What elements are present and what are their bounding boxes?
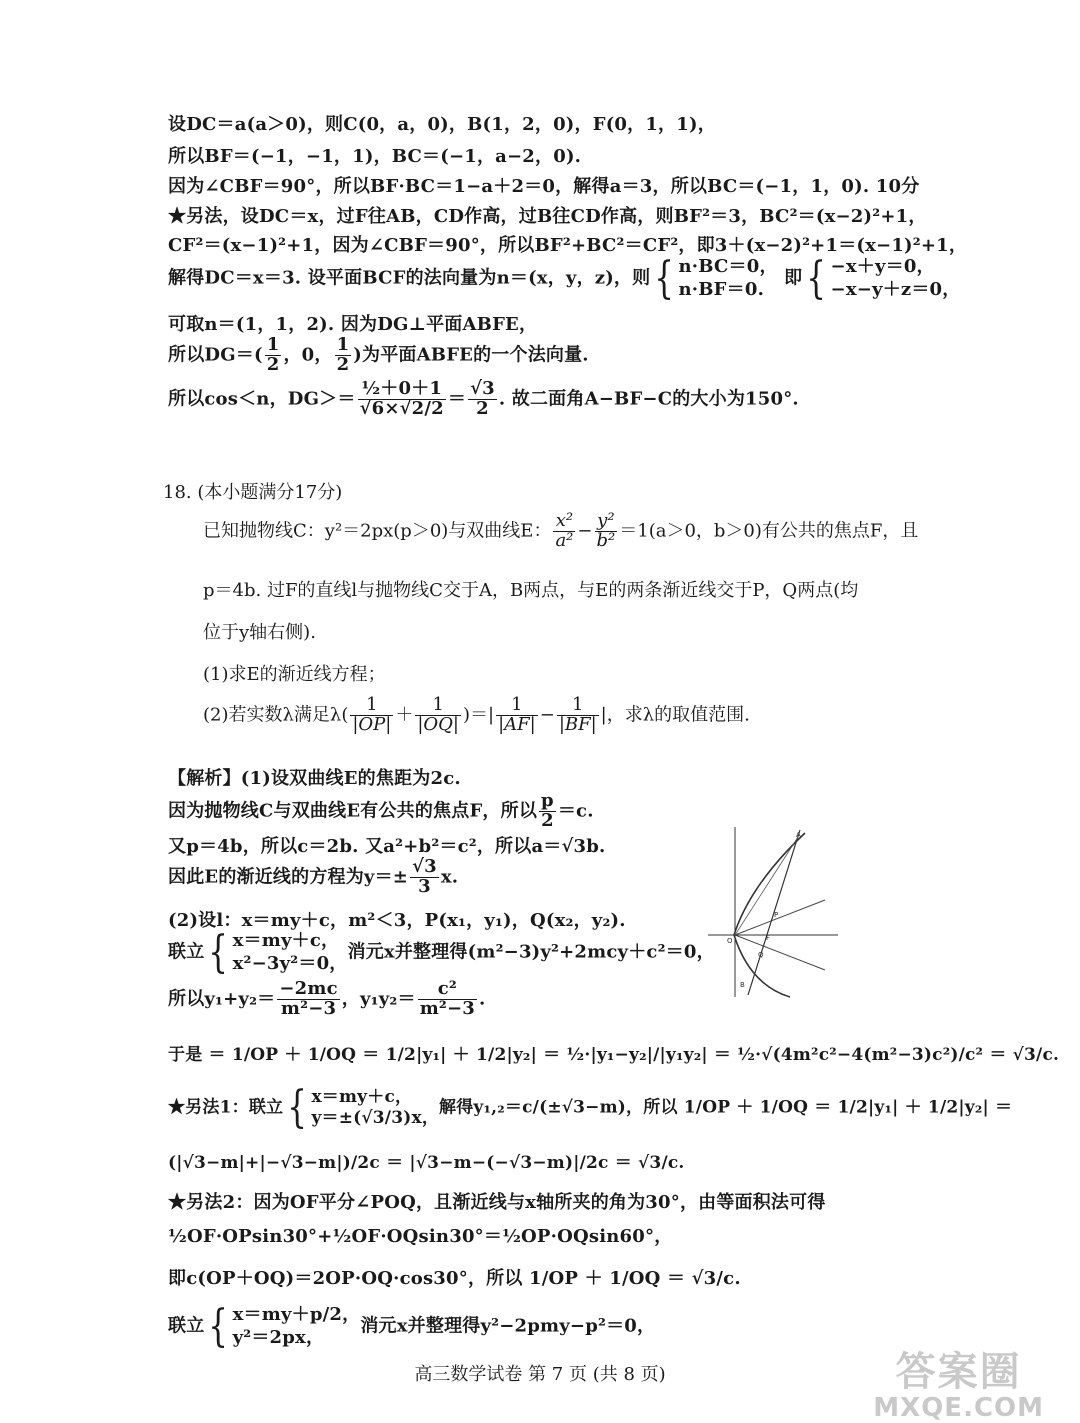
sol18-alt2-line-2: ½OF·OPsin30°+½OF·OQsin30°＝½OP·OQsin60°， (168, 1226, 673, 1247)
problem18-header: 18. (本小题满分17分) (163, 482, 343, 503)
system-eq-1: x＝my＋c， (232, 930, 340, 951)
numerator: 1 (496, 696, 538, 716)
asymptote-upper (735, 900, 825, 935)
text: 所以cos＜n，DG＞＝ (168, 388, 356, 410)
denominator: m²−3 (280, 997, 337, 1019)
sol18-line-8 (168, 1040, 1059, 1065)
system-eq-1: x＝my＋p/2， (232, 1304, 361, 1325)
sol17-ji: 即 (784, 267, 803, 289)
fraction (557, 696, 599, 735)
problem18-para-3: 位于y轴右侧). (203, 622, 316, 643)
parabola-curve (734, 833, 805, 997)
text: ＝1(a＞0，b＞0)有公共的焦点F，且 (619, 520, 919, 542)
text: 于是 (168, 1045, 203, 1065)
problem18-para-2: p＝4b. 过F的直线l与抛物线C交于A，B两点，与E的两条渐近线交于P，Q两点(均 (203, 580, 859, 601)
fraction (496, 696, 538, 735)
sol18-alt2-line-3: 即c(OP＋OQ)＝2OP·OQ·cos30°，所以 1/OP ＋ 1/OQ ＝ √3/c. (168, 1268, 741, 1289)
fraction (350, 696, 393, 735)
denominator: m²−3 (419, 997, 476, 1019)
fraction (265, 336, 282, 375)
sol18-line-6 (168, 926, 715, 978)
brace-symbol: { (806, 252, 827, 304)
text: |，求λ的取值范围. (600, 704, 750, 726)
numerator: √3 (470, 378, 495, 399)
sol17-alt-line-2: CF²＝(x−1)²+1，因为∠CBF＝90°，所以BF²+BC²＝CF²，即3＋(x−2)²+1＝(x−1)²+1， (168, 235, 968, 256)
numerator: c² (418, 980, 477, 1000)
denominator: 2 (336, 353, 350, 375)
text: )为平面ABFE的一个法向量. (353, 344, 589, 366)
text: 解得y₁,₂＝c/(±√3−m)，所以 1/OP ＋ 1/OQ ＝ 1/2|y₁| ＋ 1/2|y₂| ＝ (439, 1097, 1013, 1118)
watermark-line-1: 答案圈 (895, 1349, 1022, 1395)
fraction (358, 380, 446, 419)
equation-system (233, 1304, 361, 1349)
text: )＝| (463, 704, 495, 726)
text: ＝ 1/OP ＋ 1/OQ ＝ 1/2|y₁| ＋ 1/2|y₂| ＝ ½·|y₁−y₂|/|y₁y₂| ＝ ½·√(4m²c²−4(m²−3)c²)/c² ＝ √3/c. (208, 1045, 1060, 1065)
numerator: y² (595, 512, 618, 532)
fraction (418, 980, 477, 1019)
sol18-alt1-line-1 (168, 1082, 1013, 1133)
sol18-line-7 (168, 980, 486, 1019)
fraction (553, 512, 575, 551)
system-eq-2: n·BF＝0. (678, 278, 765, 300)
numerator: 1 (266, 334, 280, 355)
sol18-line-14 (168, 1300, 656, 1352)
system-eq-1: x＝my＋c， (311, 1086, 413, 1107)
numerator: x² (553, 512, 575, 532)
text: . 故二面角A−BF−C的大小为150°. (498, 388, 799, 410)
text: 联立 (168, 1315, 205, 1337)
equation-system (233, 930, 348, 975)
text: ＝c. (557, 800, 594, 822)
denominator: |AF| (498, 713, 536, 735)
equation-system (311, 1087, 439, 1130)
text: (2)若实数λ满足λ( (203, 704, 349, 726)
denominator: a² (555, 529, 574, 551)
text: ★另法1：联立 (168, 1097, 284, 1118)
sol17-line-1: 设DC＝a(a＞0)，则C(0，a，0)，B(1，2，0)，F(0，1，1)， (168, 114, 716, 135)
text: ，y₁y₂＝ (341, 988, 416, 1010)
label-o: O (727, 937, 733, 945)
text: . (479, 988, 486, 1010)
system-eq-1: n·BC＝0， (678, 256, 778, 277)
denominator: |OQ| (417, 713, 459, 735)
sol18-line-1: 【解析】(1)设双曲线E的焦距为2c. (168, 768, 461, 789)
text: ，0， (283, 344, 333, 366)
text: 消元x并整理得y²−2pmy−p²＝0， (360, 1315, 656, 1337)
text: ＝ (447, 388, 467, 410)
brace-symbol: { (654, 252, 675, 304)
sol17-line-2: 所以BF＝(−1，−1，1)，BC＝(−1，a−2，0). (168, 146, 582, 167)
sol17-line-7: 可取n＝(1，1，2). 因为DG⊥平面ABFE， (168, 314, 538, 335)
numerator: −2mc (279, 978, 338, 999)
denominator: 3 (418, 875, 431, 897)
fraction (410, 858, 439, 897)
sol17-line-8 (168, 336, 589, 375)
denominator: 2 (541, 809, 554, 831)
brace-symbol: { (208, 926, 229, 978)
sol18-line-2 (168, 792, 594, 831)
brace-symbol: { (208, 1300, 229, 1352)
fraction (277, 980, 339, 1019)
text: 消元x并整理得(m²−3)y²+2mcy＋c²＝0， (347, 941, 715, 963)
label-f: F (766, 934, 771, 942)
denominator: 2 (266, 353, 280, 375)
system-eq-2: y＝±(√3/3)x， (311, 1108, 440, 1128)
sol18-line-3: 又p＝4b，所以c＝2b. 又a²+b²＝c²，所以a＝√3b. (168, 836, 606, 857)
sol17-normal-vector-line (168, 252, 961, 304)
fraction (468, 380, 497, 419)
sol18-line-4 (168, 858, 458, 897)
numerator: ½＋0＋1 (358, 380, 446, 400)
brace-symbol: { (287, 1082, 308, 1133)
sol17-line-3: 因为∠CBF＝90°，所以BF·BC＝1−a＋2＝0，解得a＝3，所以BC＝(−1，1，0). 10分 (168, 176, 920, 197)
denominator: 2 (476, 397, 489, 419)
text: 联立 (168, 941, 205, 963)
numerator: 1 (557, 696, 599, 716)
numerator: 1 (350, 696, 393, 716)
numerator: 1 (415, 696, 461, 716)
text: 所以DG＝( (168, 344, 263, 366)
numerator: 1 (336, 334, 350, 355)
text: 因为抛物线C与双曲线E有公共的焦点F，所以 (168, 800, 538, 822)
watermark-line-2: MXQE.COM (873, 1393, 1044, 1423)
fraction (539, 792, 556, 831)
sol18-line-5: (2)设l：x＝my＋c，m²＜3，P(x₁，y₁)，Q(x₂，y₂). (168, 910, 626, 931)
parabola-hyperbola-figure (700, 825, 840, 1000)
numerator: √3 (412, 856, 437, 877)
numerator: p (541, 790, 554, 811)
page-footer: 高三数学试卷 第 7 页 (共 8 页) (414, 1364, 666, 1385)
text: 所以y₁+y₂＝ (168, 988, 276, 1010)
label-q: Q (758, 951, 764, 959)
fraction (595, 512, 618, 551)
denominator: b² (596, 529, 616, 551)
equation-system (831, 256, 961, 301)
problem18-para-1: 已知抛物线C：y²＝2px(p＞0)与双曲线E： $\frac{\text{x²}}{\text{a²}}$ − $\frac{\text{y²}}{\text{b²}}$ ＝1(a＞0，b＞0)有公共的焦点F，且 (203, 510, 919, 551)
equation-system (679, 256, 778, 301)
denominator: √6×√2/2 (359, 397, 444, 419)
problem18-question-2: (2)若实数λ满足λ( $\frac{1}{|OP|}$ ＋ $\frac{1}{|OQ|}$ )＝| $\frac{1}{|AF|}$ − $\frac{1}{|BF|}$ |，求λ的取值范围. (203, 694, 750, 735)
sol18-alt1-line-2: (|√3−m|+|−√3−m|)/2c ＝ |√3−m−(−√3−m)|/2c ＝ √3/c. (168, 1153, 685, 1173)
segment-oa (735, 837, 798, 935)
denominator: |OP| (352, 713, 392, 735)
text: 已知抛物线C：y²＝2px(p＞0)与双曲线E： (203, 520, 552, 542)
label-p: P (774, 911, 779, 919)
problem18-question-1: (1)求E的渐近线方程； (203, 664, 386, 685)
system-eq-2: x²−3y²＝0， (232, 952, 348, 974)
sol18-alt2-line-1: ★另法2：因为OF平分∠POQ，且渐近线与x轴所夹的角为30°，由等面积法可得 (168, 1192, 826, 1213)
sol17-normal-text: 解得DC＝x＝3. 设平面BCF的法向量为n＝(x，y，z)，则 (168, 267, 651, 289)
fraction (415, 696, 461, 735)
system-eq-2: y²＝2px， (232, 1326, 325, 1348)
system-eq-3: −x＋y＝0， (830, 256, 935, 277)
label-a: A (796, 831, 801, 839)
denominator: |BF| (558, 713, 597, 735)
system-eq-4: −x−y＋z＝0， (830, 278, 961, 300)
sol17-alt-line-1: ★另法，设DC＝x，过F往AB，CD作高，过B往CD作高，则BF²＝3，BC²＝(x−2)²+1， (168, 206, 927, 227)
text: x. (440, 866, 459, 888)
fraction (335, 336, 352, 375)
sol17-line-9 (168, 380, 799, 419)
text: 因此E的渐近线的方程为y＝± (168, 866, 409, 888)
label-b: B (740, 981, 745, 989)
